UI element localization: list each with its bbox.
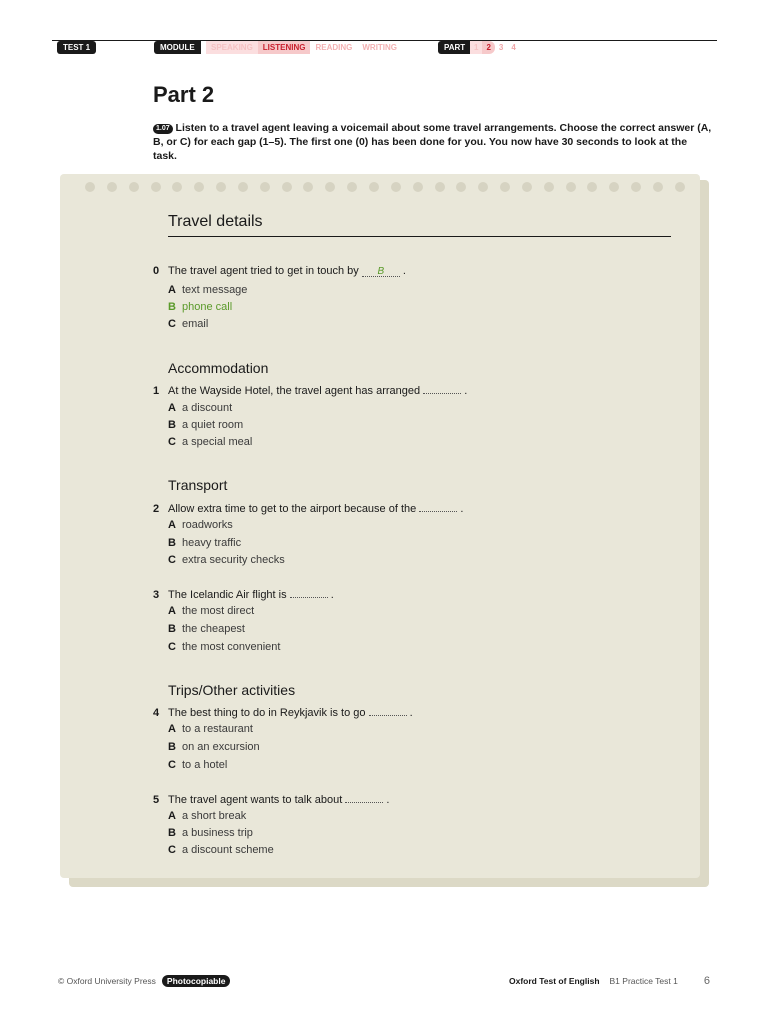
module-listening: LISTENING [258, 41, 311, 54]
part-1: 1 [470, 41, 482, 54]
option-5c[interactable]: C a discount scheme [168, 844, 274, 856]
audio-track-badge: 1.07 [153, 124, 173, 134]
option-3c[interactable]: C the most convenient [168, 641, 281, 653]
test-badge: TEST 1 [57, 41, 96, 54]
answer-gap[interactable] [290, 588, 328, 598]
copyright: © Oxford University Press [58, 976, 156, 986]
option-2b[interactable]: B heavy traffic [168, 537, 242, 549]
part-4: 4 [511, 43, 516, 52]
option-5b[interactable]: B a business trip [168, 827, 253, 839]
question-4: 4 The best thing to do in Reykjavik is to go . [153, 707, 413, 719]
section-heading-transport: Transport [168, 477, 228, 493]
module-nav [206, 41, 402, 54]
part-nav [470, 41, 520, 54]
part-2: 2 [482, 41, 494, 54]
footer-left [58, 975, 230, 987]
part-badge: PART [438, 41, 471, 54]
section-heading-accommodation: Accommodation [168, 360, 269, 376]
footer-right [509, 975, 710, 987]
instructions [153, 121, 713, 163]
option-1b[interactable]: B a quiet room [168, 419, 244, 431]
notepad-card [60, 174, 700, 878]
card-title-rule [168, 236, 671, 237]
question-0: 0 The travel agent tried to get in touch by B . [153, 265, 406, 277]
option-3a[interactable]: A the most direct [168, 605, 255, 617]
option-0c[interactable]: C email [168, 318, 209, 330]
answer-gap[interactable]: B [362, 267, 400, 277]
page-number: 6 [703, 975, 710, 987]
part-3: 3 [498, 43, 504, 52]
page-title: Part 2 [153, 82, 215, 107]
option-1a[interactable]: A a discount [168, 402, 233, 414]
question-2: 2 Allow extra time to get to the airport because of the . [153, 503, 464, 515]
option-2c[interactable]: C extra security checks [168, 554, 285, 566]
module-badge: MODULE [154, 41, 201, 54]
option-4b[interactable]: B on an excursion [168, 741, 260, 753]
option-1c[interactable]: C a special meal [168, 436, 253, 448]
answer-gap[interactable] [369, 706, 407, 716]
brand-name: Oxford Test of English [509, 976, 600, 986]
section-heading-trips: Trips/Other activities [168, 682, 296, 698]
notepad-holes [85, 182, 685, 192]
test-name: B1 Practice Test 1 [609, 976, 678, 986]
module-writing: WRITING [362, 43, 398, 52]
option-2a[interactable]: A roadworks [168, 519, 233, 531]
question-1: 1 At the Wayside Hotel, the travel agent has arranged . [153, 385, 468, 397]
option-0a[interactable]: A text message [168, 284, 248, 296]
option-0b[interactable]: B phone call [168, 301, 233, 313]
question-3: 3 The Icelandic Air flight is . [153, 589, 334, 601]
option-4a[interactable]: A to a restaurant [168, 723, 253, 735]
answer-gap[interactable] [345, 793, 383, 803]
answer-gap[interactable] [419, 502, 457, 512]
photocopiable-badge: Photocopiable [162, 975, 231, 987]
card-title: Travel details [168, 213, 263, 230]
instructions-text: Listen to a travel agent leaving a voicemail about some travel arrangements. Choose the correct answer (A, B, or C) for each gap (1–5). The first one (0) has been done for you. You now have 30 seconds to look at the task. [153, 122, 712, 162]
question-5: 5 The travel agent wants to talk about . [153, 794, 390, 806]
answer-gap[interactable] [423, 384, 461, 394]
module-speaking: SPEAKING [206, 41, 258, 54]
option-5a[interactable]: A a short break [168, 810, 247, 822]
option-4c[interactable]: C to a hotel [168, 759, 228, 771]
module-reading: READING [315, 43, 353, 52]
option-3b[interactable]: B the cheapest [168, 623, 245, 635]
